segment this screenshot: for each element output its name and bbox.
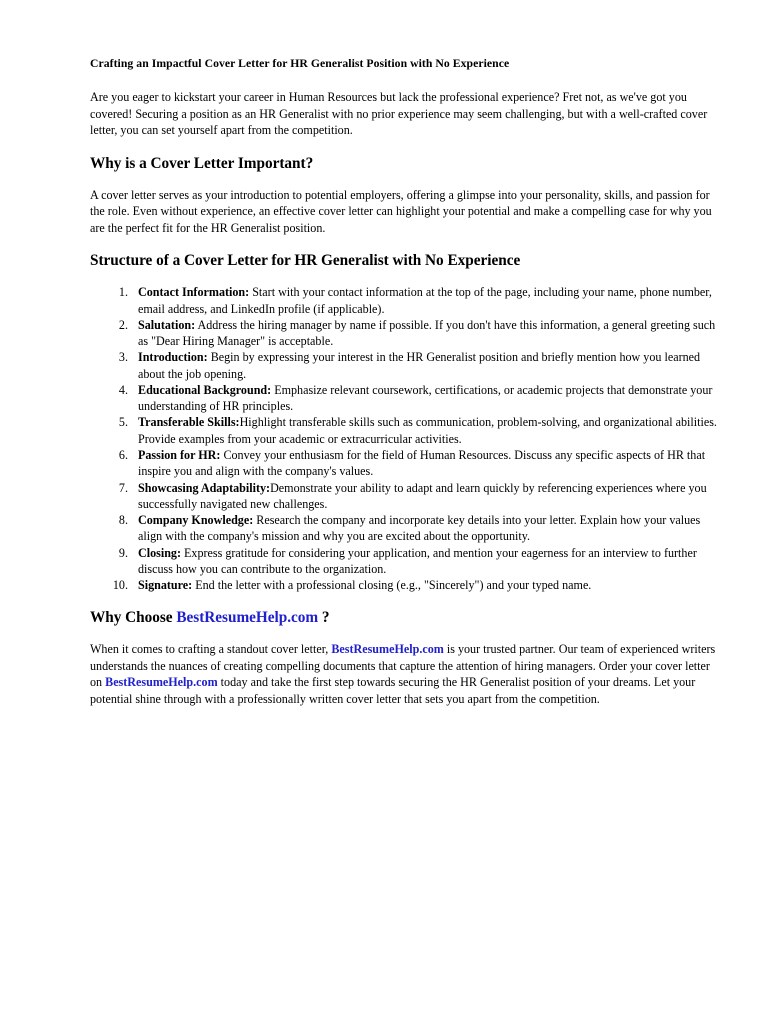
- list-item-label: Introduction:: [138, 350, 208, 365]
- list-item-text: Begin by expressing your interest in the HR Generalist position and briefly mention how you learned about the job opening.: [138, 350, 701, 381]
- list-item: [90, 545, 722, 578]
- why-important-paragraph: A cover letter serves as your introduction to potential employers, offering a glimpse into your personality, skills, and passion for the role. Even without experience, an effective cover letter can highlight your potential and make a compelling case for why you are the perfect fit for the HR Generalist position.: [90, 187, 712, 235]
- structure-steps-list: [90, 284, 722, 593]
- list-item-text: Research the company and incorporate key details into your letter. Explain how your values align with the company's mission and why you are excited about the opportunity.: [138, 513, 701, 544]
- list-item-text: Demonstrate your ability to adapt and learn quickly by referencing experiences where you successfully navigated new challenges.: [138, 480, 707, 511]
- why-choose-text-3: today and take the first step towards securing the HR Generalist position of your dreams. Let your potential shine through with a professionally written cover letter that sets you apart from the competition.: [90, 675, 696, 706]
- page-title: Crafting an Impactful Cover Letter for HR Generalist Position with No Experience: [90, 57, 510, 70]
- list-item-text: Highlight transferable skills such as communication, problem-solving, and organizational abilities. Provide examples from your academic or extracurricular activities.: [138, 415, 717, 446]
- list-item-text: Address the hiring manager by name if possible. If you don't have this information, a general greeting such as "Dear Hiring Manager" is acceptable.: [138, 317, 716, 349]
- list-item-label: Educational Background:: [138, 382, 272, 397]
- list-item-label: Company Knowledge:: [138, 513, 254, 528]
- why-choose-suffix: ?: [318, 609, 330, 627]
- why-choose-prefix: Why Choose: [90, 609, 177, 627]
- brand-link-heading[interactable]: BestResumeHelp.com: [176, 609, 319, 627]
- list-item-text: End the letter with a professional closing (e.g., "Sincerely") and your typed name.: [192, 578, 592, 593]
- list-item-label: Showcasing Adaptability:: [138, 480, 271, 495]
- list-item-label: Signature:: [138, 578, 193, 593]
- heading-why-choose: [90, 609, 722, 628]
- why-choose-text-1: When it comes to crafting a standout cover letter,: [90, 642, 332, 657]
- list-item-text: Start with your contact information at the top of the page, including your name, phone number, email address, and LinkedIn profile (if applicable).: [138, 285, 712, 316]
- list-item: [90, 317, 722, 350]
- list-item: [90, 382, 722, 415]
- heading-structure: Structure of a Cover Letter for HR Generalist with No Experience: [90, 252, 521, 270]
- list-item-label: Passion for HR:: [138, 448, 221, 462]
- heading-why-important: Why is a Cover Letter Important?: [90, 154, 314, 172]
- list-item-text: Emphasize relevant coursework, certifications, or academic projects that demonstrate your understanding of HR principles.: [138, 382, 713, 414]
- list-item: [90, 447, 722, 480]
- list-item-label: Transferable Skills:: [138, 415, 240, 430]
- list-item-label: Salutation:: [138, 317, 196, 332]
- list-item: [90, 414, 722, 447]
- brand-link-body-2[interactable]: BestResumeHelp.com: [105, 675, 218, 690]
- brand-link-body-1[interactable]: BestResumeHelp.com: [331, 642, 444, 657]
- why-choose-paragraph: [90, 641, 722, 707]
- intro-paragraph: Are you eager to kickstart your career in Human Resources but lack the professional experience? Fret not, as we've got you covered! Securing a position as an HR Generalist with no prior experience may seem challenging, but with a well-crafted cover letter, you can set yourself apart from the competition.: [90, 90, 708, 138]
- why-choose-text-2: is your trusted partner. Our team of experienced writers understands the nuances of creating compelling documents that capture the attention of hiring managers. Order your cover letter on: [90, 642, 716, 690]
- list-item: [90, 480, 722, 513]
- list-item: [90, 512, 722, 545]
- list-item-text: Express gratitude for considering your application, and mention your eagerness for an interview to further discuss how you can contribute to the organization.: [138, 545, 697, 576]
- list-item-text: Convey your enthusiasm for the field of Human Resources. Discuss any specific aspects of HR that inspire you and align with the company's values.: [138, 448, 706, 479]
- list-item-label: Closing:: [138, 545, 182, 560]
- list-item: [90, 284, 722, 317]
- list-item: [90, 577, 722, 593]
- list-item-label: Contact Information:: [138, 285, 250, 300]
- list-item: [90, 349, 722, 382]
